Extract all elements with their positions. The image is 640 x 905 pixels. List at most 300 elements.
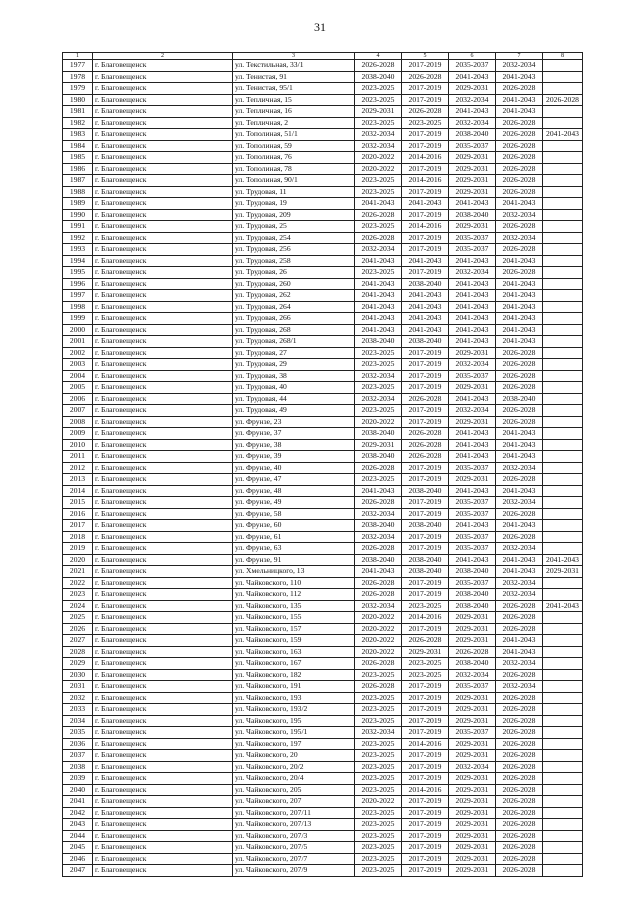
row-number: 2030 [63,669,93,681]
period-cell: 2038-2040 [402,566,449,578]
period-cell: 2029-2031 [449,784,496,796]
city-cell: г. Благовещенск [93,738,233,750]
row-number: 2000 [63,324,93,336]
row-number: 1994 [63,255,93,267]
registry-body [63,60,583,877]
row-number: 1980 [63,94,93,106]
period-cell: 2038-2040 [496,393,543,405]
address-cell: ул. Тепличная, 15 [233,94,355,106]
city-cell: г. Благовещенск [93,543,233,555]
address-cell: ул. Тополиная, 90/1 [233,175,355,187]
table-row [63,508,583,520]
row-number: 2007 [63,405,93,417]
period-cell: 2041-2043 [355,198,402,210]
period-cell: 2023-2025 [402,669,449,681]
period-cell: 2017-2019 [402,474,449,486]
period-cell: 2017-2019 [402,704,449,716]
period-cell: 2041-2043 [355,566,402,578]
period-cell [543,681,583,693]
period-cell: 2026-2028 [496,244,543,256]
city-cell: г. Благовещенск [93,405,233,417]
period-cell: 2026-2028 [496,416,543,428]
row-number: 2020 [63,554,93,566]
column-header: 2 [93,53,233,60]
period-cell: 2017-2019 [402,577,449,589]
period-cell: 2023-2025 [355,704,402,716]
table-row [63,370,583,382]
city-cell: г. Благовещенск [93,842,233,854]
period-cell [543,692,583,704]
address-cell: ул. Трудовая, 29 [233,359,355,371]
period-cell: 2023-2025 [355,221,402,233]
period-cell [543,313,583,325]
period-cell: 2026-2028 [355,577,402,589]
period-cell [543,761,583,773]
table-row [63,175,583,187]
period-cell: 2023-2025 [355,474,402,486]
period-cell: 2038-2040 [355,428,402,440]
period-cell: 2041-2043 [449,255,496,267]
row-number: 2047 [63,865,93,877]
row-number: 2021 [63,566,93,578]
period-cell: 2026-2028 [496,140,543,152]
period-cell: 2041-2043 [496,635,543,647]
period-cell: 2041-2043 [449,198,496,210]
address-cell: ул. Фрунзе, 49 [233,497,355,509]
address-cell: ул. Текстильная, 33/1 [233,60,355,72]
city-cell: г. Благовещенск [93,497,233,509]
period-cell: 2041-2043 [402,255,449,267]
period-cell: 2023-2025 [402,600,449,612]
period-cell: 2035-2037 [449,60,496,72]
period-cell: 2032-2034 [355,600,402,612]
period-cell: 2041-2043 [449,278,496,290]
city-cell: г. Благовещенск [93,393,233,405]
period-cell: 2017-2019 [402,761,449,773]
address-cell: ул. Тепличная, 16 [233,106,355,118]
period-cell: 2041-2043 [355,290,402,302]
table-row [63,152,583,164]
address-cell: ул. Трудовая, 11 [233,186,355,198]
period-cell: 2041-2043 [496,554,543,566]
address-cell: ул. Чайковского, 157 [233,623,355,635]
table-row [63,106,583,118]
period-cell: 2032-2034 [496,577,543,589]
period-cell: 2041-2043 [496,198,543,210]
address-cell: ул. Фрунзе, 40 [233,462,355,474]
row-number: 2045 [63,842,93,854]
period-cell [543,623,583,635]
address-cell: ул. Трудовая, 268/1 [233,336,355,348]
period-cell: 2026-2028 [496,842,543,854]
table-row [63,244,583,256]
period-cell: 2029-2031 [449,853,496,865]
period-cell: 2041-2043 [449,301,496,313]
row-number: 2022 [63,577,93,589]
period-cell: 2026-2028 [496,508,543,520]
period-cell [543,152,583,164]
city-cell: г. Благовещенск [93,232,233,244]
period-cell: 2026-2028 [402,635,449,647]
table-row [63,393,583,405]
period-cell: 2026-2028 [496,830,543,842]
period-cell: 2026-2028 [402,393,449,405]
row-number: 2011 [63,451,93,463]
address-cell: ул. Чайковского, 167 [233,658,355,670]
row-number: 1990 [63,209,93,221]
period-cell [543,71,583,83]
table-row [63,531,583,543]
period-cell: 2032-2034 [496,658,543,670]
period-cell: 2026-2028 [496,600,543,612]
period-cell: 2026-2028 [355,209,402,221]
period-cell: 2017-2019 [402,359,449,371]
table-row [63,232,583,244]
city-cell: г. Благовещенск [93,508,233,520]
period-cell: 2017-2019 [402,865,449,877]
row-number: 2003 [63,359,93,371]
period-cell: 2026-2028 [496,738,543,750]
period-cell: 2038-2040 [449,209,496,221]
address-cell: ул. Чайковского, 207/3 [233,830,355,842]
city-cell: г. Благовещенск [93,129,233,141]
period-cell: 2029-2031 [449,715,496,727]
period-cell: 2032-2034 [496,589,543,601]
city-cell: г. Благовещенск [93,819,233,831]
period-cell: 2035-2037 [449,370,496,382]
table-row [63,830,583,842]
period-cell: 2041-2043 [496,255,543,267]
period-cell: 2032-2034 [355,140,402,152]
city-cell: г. Благовещенск [93,336,233,348]
period-cell: 2023-2025 [355,819,402,831]
period-cell: 2038-2040 [355,336,402,348]
address-cell: ул. Тополиная, 59 [233,140,355,152]
period-cell: 2035-2037 [449,497,496,509]
period-cell: 2029-2031 [449,221,496,233]
period-cell [543,370,583,382]
address-cell: ул. Чайковского, 207/9 [233,865,355,877]
table-row [63,451,583,463]
period-cell: 2020-2022 [355,635,402,647]
period-cell: 2035-2037 [449,244,496,256]
table-row [63,140,583,152]
row-number: 2004 [63,370,93,382]
period-cell [543,405,583,417]
period-cell: 2041-2043 [355,301,402,313]
period-cell [543,301,583,313]
period-cell: 2026-2028 [496,727,543,739]
address-cell: ул. Фрунзе, 37 [233,428,355,440]
period-cell: 2020-2022 [355,612,402,624]
period-cell: 2017-2019 [402,819,449,831]
period-cell [543,577,583,589]
address-cell: ул. Трудовая, 40 [233,382,355,394]
period-cell: 2026-2028 [355,497,402,509]
period-cell: 2017-2019 [402,727,449,739]
period-cell [543,750,583,762]
period-cell: 2041-2043 [496,313,543,325]
period-cell [543,267,583,279]
table-row [63,428,583,440]
address-cell: ул. Тополиная, 76 [233,152,355,164]
city-cell: г. Благовещенск [93,612,233,624]
table-row [63,359,583,371]
city-cell: г. Благовещенск [93,531,233,543]
city-cell: г. Благовещенск [93,853,233,865]
table-row [63,738,583,750]
period-cell: 2023-2025 [355,94,402,106]
period-cell: 2041-2043 [496,646,543,658]
period-cell: 2029-2031 [449,612,496,624]
column-header: 3 [233,53,355,60]
address-cell: ул. Трудовая, 44 [233,393,355,405]
period-cell: 2029-2031 [355,439,402,451]
period-cell: 2023-2025 [355,761,402,773]
period-cell [543,416,583,428]
period-cell: 2023-2025 [355,692,402,704]
period-cell: 2017-2019 [402,94,449,106]
address-cell: ул. Чайковского, 195/1 [233,727,355,739]
address-cell: ул. Фрунзе, 61 [233,531,355,543]
period-cell: 2017-2019 [402,163,449,175]
city-cell: г. Благовещенск [93,221,233,233]
period-cell [543,485,583,497]
period-cell: 2026-2028 [496,750,543,762]
table-row [63,554,583,566]
table-row [63,94,583,106]
period-cell: 2026-2028 [496,612,543,624]
period-cell: 2038-2040 [402,554,449,566]
period-cell [543,347,583,359]
period-cell: 2032-2034 [355,508,402,520]
period-cell: 2017-2019 [402,807,449,819]
table-row [63,474,583,486]
period-cell [543,324,583,336]
table-row [63,336,583,348]
city-cell: г. Благовещенск [93,635,233,647]
address-cell: ул. Чайковского, 207 [233,796,355,808]
period-cell: 2023-2025 [355,865,402,877]
period-cell: 2026-2028 [496,474,543,486]
period-cell [543,508,583,520]
address-cell: ул. Чайковского, 195 [233,715,355,727]
period-cell: 2041-2043 [496,94,543,106]
address-cell: ул. Чайковского, 20/4 [233,773,355,785]
period-cell: 2041-2043 [449,554,496,566]
period-cell: 2026-2028 [496,819,543,831]
address-cell: ул. Трудовая, 266 [233,313,355,325]
period-cell: 2032-2034 [355,727,402,739]
period-cell: 2041-2043 [402,301,449,313]
period-cell: 2041-2043 [449,336,496,348]
address-cell: ул. Фрунзе, 39 [233,451,355,463]
row-number: 2035 [63,727,93,739]
table-row [63,60,583,72]
period-cell: 2026-2028 [496,704,543,716]
period-cell [543,393,583,405]
period-cell: 2029-2031 [449,623,496,635]
address-cell: ул. Чайковского, 193 [233,692,355,704]
city-cell: г. Благовещенск [93,370,233,382]
period-cell: 2014-2016 [402,175,449,187]
period-cell: 2017-2019 [402,140,449,152]
period-cell: 2041-2043 [496,106,543,118]
page-number: 31 [314,20,326,34]
period-cell: 2041-2043 [402,324,449,336]
period-cell: 2017-2019 [402,508,449,520]
table-row [63,761,583,773]
row-number: 1984 [63,140,93,152]
city-cell: г. Благовещенск [93,439,233,451]
address-cell: ул. Фрунзе, 48 [233,485,355,497]
period-cell: 2020-2022 [355,163,402,175]
city-cell: г. Благовещенск [93,474,233,486]
address-cell: ул. Чайковского, 207/13 [233,819,355,831]
period-cell: 2017-2019 [402,830,449,842]
row-number: 2012 [63,462,93,474]
period-cell: 2032-2034 [355,129,402,141]
city-cell: г. Благовещенск [93,278,233,290]
row-number: 1977 [63,60,93,72]
table-row [63,807,583,819]
period-cell: 2032-2034 [496,209,543,221]
period-cell: 2032-2034 [355,531,402,543]
period-cell: 2017-2019 [402,83,449,95]
period-cell: 2029-2031 [449,635,496,647]
row-number: 2019 [63,543,93,555]
city-cell: г. Благовещенск [93,163,233,175]
period-cell: 2038-2040 [402,485,449,497]
period-cell: 2023-2025 [355,750,402,762]
period-cell: 2041-2043 [449,439,496,451]
address-cell: ул. Чайковского, 163 [233,646,355,658]
period-cell: 2026-2028 [496,761,543,773]
period-cell: 2017-2019 [402,232,449,244]
address-cell: ул. Фрунзе, 63 [233,543,355,555]
row-number: 1989 [63,198,93,210]
period-cell: 2032-2034 [496,543,543,555]
period-cell: 2032-2034 [449,669,496,681]
address-cell: ул. Фрунзе, 38 [233,439,355,451]
period-cell: 2038-2040 [449,566,496,578]
city-cell: г. Благовещенск [93,347,233,359]
table-row [63,462,583,474]
period-cell: 2035-2037 [449,543,496,555]
period-cell: 2035-2037 [449,531,496,543]
city-cell: г. Благовещенск [93,865,233,877]
period-cell [543,830,583,842]
address-cell: ул. Фрунзе, 58 [233,508,355,520]
period-cell: 2017-2019 [402,750,449,762]
period-cell [543,451,583,463]
city-cell: г. Благовещенск [93,209,233,221]
period-cell: 2017-2019 [402,416,449,428]
table-row [63,635,583,647]
period-cell: 2032-2034 [496,681,543,693]
period-cell: 2032-2034 [449,761,496,773]
city-cell: г. Благовещенск [93,485,233,497]
period-cell [543,359,583,371]
address-cell: ул. Трудовая, 27 [233,347,355,359]
period-cell: 2026-2028 [496,152,543,164]
period-cell: 2026-2028 [355,543,402,555]
period-cell: 2035-2037 [449,681,496,693]
period-cell: 2035-2037 [449,232,496,244]
period-cell: 2023-2025 [355,186,402,198]
table-row [63,186,583,198]
row-number: 2028 [63,646,93,658]
row-number: 2005 [63,382,93,394]
period-cell: 2029-2031 [449,807,496,819]
period-cell [543,198,583,210]
period-cell: 2026-2028 [355,589,402,601]
period-cell: 2029-2031 [449,692,496,704]
table-row [63,669,583,681]
row-number: 1985 [63,152,93,164]
city-cell: г. Благовещенск [93,669,233,681]
period-cell [543,186,583,198]
period-cell: 2026-2028 [496,865,543,877]
period-cell: 2032-2034 [355,393,402,405]
table-row [63,715,583,727]
period-cell: 2026-2028 [496,370,543,382]
city-cell: г. Благовещенск [93,796,233,808]
period-cell [543,669,583,681]
city-cell: г. Благовещенск [93,462,233,474]
address-cell: ул. Чайковского, 20 [233,750,355,762]
address-cell: ул. Фрунзе, 60 [233,520,355,532]
address-cell: ул. Чайковского, 207/7 [233,853,355,865]
row-number: 1996 [63,278,93,290]
address-cell: ул. Чайковского, 112 [233,589,355,601]
period-cell: 2017-2019 [402,623,449,635]
row-number: 1988 [63,186,93,198]
period-cell: 2038-2040 [449,600,496,612]
period-cell: 2032-2034 [496,232,543,244]
period-cell: 2038-2040 [355,520,402,532]
period-cell: 2026-2028 [496,382,543,394]
period-cell: 2029-2031 [449,347,496,359]
period-cell [543,474,583,486]
table-row [63,727,583,739]
period-cell: 2041-2043 [402,290,449,302]
period-cell: 2023-2025 [355,405,402,417]
period-cell [543,336,583,348]
table-row [63,198,583,210]
row-number: 1978 [63,71,93,83]
period-cell: 2032-2034 [496,60,543,72]
row-number: 2026 [63,623,93,635]
city-cell: г. Благовещенск [93,520,233,532]
city-cell: г. Благовещенск [93,60,233,72]
period-cell: 2026-2028 [355,60,402,72]
address-cell: ул. Чайковского, 159 [233,635,355,647]
city-cell: г. Благовещенск [93,623,233,635]
period-cell: 2041-2043 [402,198,449,210]
period-cell: 2032-2034 [355,370,402,382]
table-row [63,324,583,336]
period-cell: 2023-2025 [355,738,402,750]
period-cell: 2038-2040 [355,451,402,463]
address-cell: ул. Трудовая, 262 [233,290,355,302]
period-cell: 2029-2031 [449,175,496,187]
address-cell: ул. Хмельницкого, 13 [233,566,355,578]
period-cell: 2026-2028 [496,853,543,865]
table-row [63,704,583,716]
period-cell: 2017-2019 [402,405,449,417]
period-cell: 2026-2028 [496,83,543,95]
